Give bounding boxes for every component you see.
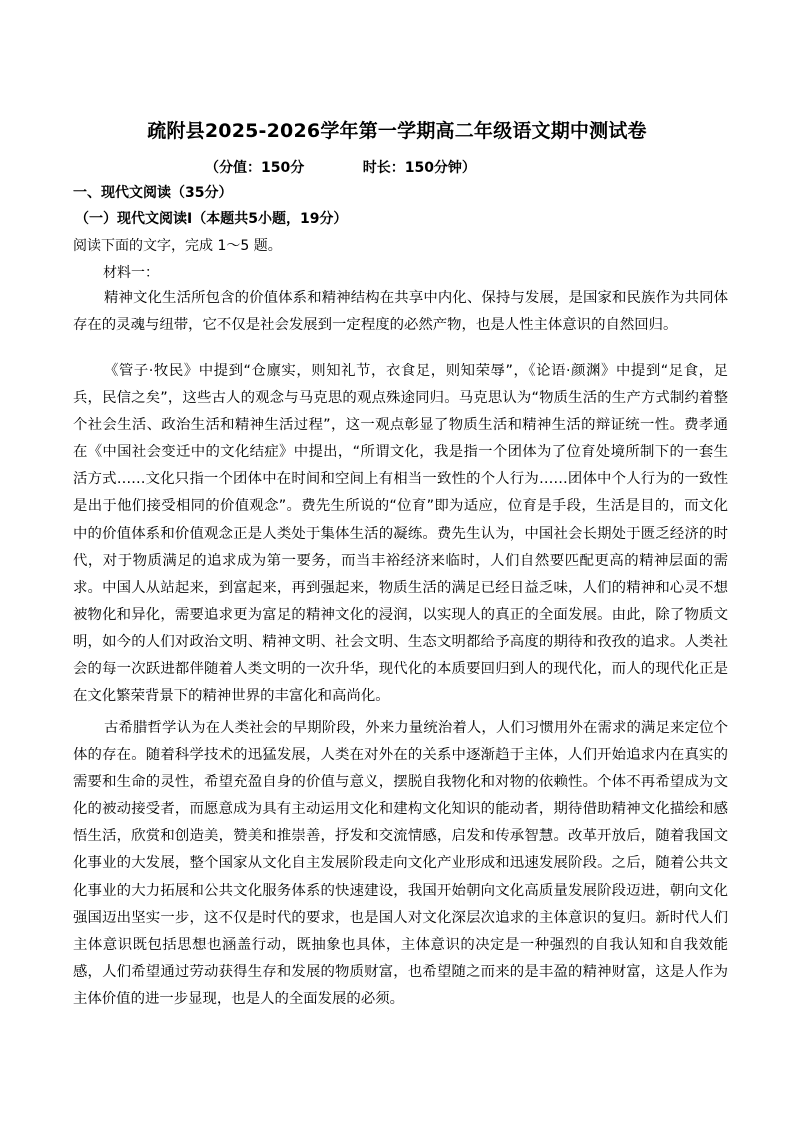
section-heading: 一、现代文阅读（35分） <box>73 185 233 201</box>
exam-title: 疏附县2025-2026学年第一学期高二年级语文期中测试卷 <box>147 120 647 142</box>
instruction-text: 阅读下面的文字，完成 1～5 题。 <box>73 238 282 254</box>
paragraph-2: 《管子·牧民》中提到“仓廪实，则知礼节，衣食足，则知荣辱”，《论语·颜渊》中提到“足食，足兵，民信之矣”，这些古人的观念与马克思的观点殊途同归。马克思认为“物质生活的生产方式制约着整个社会生活、政治生活和精神生活过程”，这一观点彰显了物质生活和精神生活的辩证统一性。费孝通在《中国社会变迁中的文化结症》中提出，“所谓文化，我是指一个团体为了位育处境所制下的一套生活方式……文化只指一个团体中在时间和空间上有相当一致性的个人行为……团体中个人行为的一致性是出于他们接受相同的价值观念”。费先生所说的“位育”即为适应，位育是手段，生活是目的，而文化中的价值体系和价值观念正是人类处于集体生活的凝练。费先生认为，中国社会长期处于匮乏经济的时代，对于物质满足的追求成为第一要务，而当丰裕经济来临时，人们自然要匹配更高的精神层面的需求。中国人从站起来，到富起来，再到强起来，物质生活的满足已经日益乏味，人们的精神和心灵不想被物化和异化，需要追求更为富足的精神文化的浸润，以实现人的真正的全面发展。由此，除了物质文明，如今的人们对政治文明、精神文明、社会文明、生态文明都给予高度的期待和孜孜的追求。人类社会的每一次跃进都伴随着人类文明的一次升华，现代化的本质要回归到人的现代化，而人的现代化正是在文化繁荣背景下的精神世界的丰富化和高尚化。 <box>73 363 728 705</box>
paragraph-3: 古希腊哲学认为在人类社会的早期阶段，外来力量统治着人，人们习惯用外在需求的满足来定位个体的存在。随着科学技术的迅猛发展，人类在对外在的关系中逐渐趋于主体，人们开始追求内在真实的需要和生命的灵性，希望充盈自身的价值与意义，摆脱自我物化和对物的依赖性。个体不再希望成为文化的被动接受者，而愿意成为具有主动运用文化和建构文化知识的能动者，期待借助精神文化描绘和感悟生活，欣赏和创造美，赞美和推崇善，抒发和交流情感，启发和传承智慧。改革开放后，随着我国文化事业的大发展，整个国家从文化自主发展阶段走向文化产业形成和迅速发展阶段。之后，随着公共文化事业的大力拓展和公共文化服务体系的快速建设，我国开始朝向文化高质量发展阶段迈进，朝向文化强国迈出坚实一步，这不仅是时代的要求，也是国人对文化深层次追求的主体意识的复归。新时代人们主体意识既包括思想也涵盖行动，既抽象也具体，主体意识的决定是一种强烈的自我认知和自我效能感，人们希望通过劳动获得生存和发展的物质财富，也希望随之而来的是丰盈的精神财富，这是人作为主体价值的进一步显现，也是人的全面发展的必须。 <box>73 720 728 1007</box>
subsection-heading: （一）现代文阅读Ⅰ（本题共5小题，19分） <box>75 211 348 227</box>
paragraph-1: 精神文化生活所包含的价值体系和精神结构在共享中内化、保持与发展，是国家和民族作为共同体存在的灵魂与纽带，它不仅是社会发展到一定程度的必然产物，也是人性主体意识的自然回归。 <box>73 290 728 334</box>
exam-meta: （分值：150分 时长：150分钟） <box>205 160 476 176</box>
material-label: 材料一： <box>103 265 159 281</box>
